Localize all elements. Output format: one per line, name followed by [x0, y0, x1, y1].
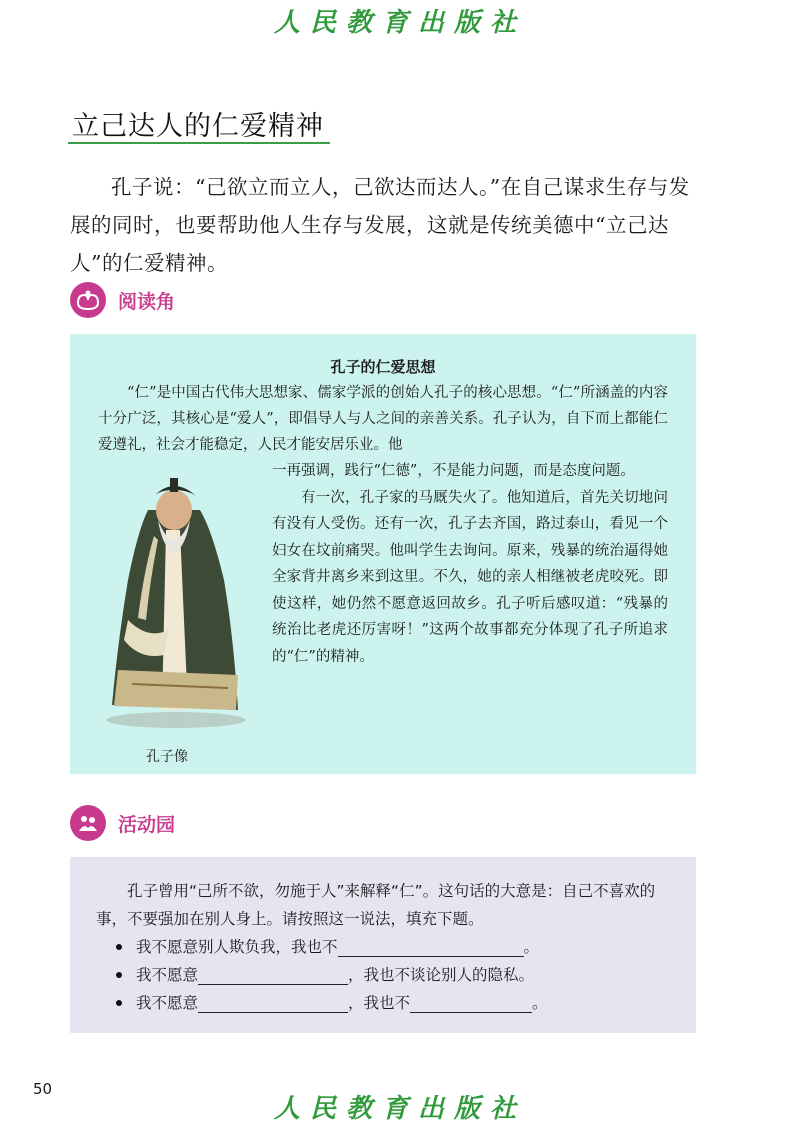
reading-corner-label: 阅读角	[118, 290, 176, 313]
section-title: 立己达人的仁爱精神	[72, 111, 324, 142]
reading-paragraph-1: “仁”是中国古代伟大思想家、儒家学派的创始人孔子的核心思想。“仁”所涵盖的内容十分广泛，其核心是“爱人”，即倡导人与人之间的亲善关系。孔子认为，自下而上都能仁爱遵礼，社会才能稳定，人民才能安居乐业。他	[98, 385, 668, 453]
fill-in-blank[interactable]	[338, 938, 524, 957]
confucius-portrait	[88, 470, 258, 732]
publisher-logo-bottom: 人民教育出版社	[273, 1094, 526, 1124]
reading-wrapped-text	[272, 458, 668, 670]
publisher-logo-top: 人民教育出版社	[273, 8, 526, 38]
reading-corner-header	[70, 282, 175, 318]
fill-in-text: ，我也不谈论别人的隐私。	[348, 966, 535, 984]
fill-in-blank[interactable]	[410, 994, 532, 1013]
portrait-caption: 孔子像	[146, 749, 188, 765]
page-number: 50	[33, 1080, 53, 1098]
intro-paragraph: 孔子说：“己欲立而立人，己欲达而达人。”在自己谋求生存与发展的同时，也要帮助他人生存与发展，这就是传统美德中“立己达人”的仁爱精神。	[70, 175, 690, 275]
activity-garden-header	[70, 805, 175, 841]
fill-in-blank[interactable]	[198, 966, 348, 985]
fill-in-text: 我不愿意	[136, 966, 199, 984]
fill-in-item	[116, 933, 548, 961]
reading-corner-icon	[70, 282, 106, 318]
bullet-icon	[116, 944, 122, 950]
activity-garden-icon	[70, 805, 106, 841]
fill-in-text: 我不愿意别人欺负我，我也不	[136, 938, 338, 956]
activity-garden-box	[70, 857, 696, 1033]
title-underline	[68, 142, 330, 144]
fill-in-text: ，我也不	[348, 994, 411, 1012]
fill-in-blank[interactable]	[198, 994, 348, 1013]
fill-in-item	[116, 961, 548, 989]
bullet-icon	[116, 1000, 122, 1006]
bullet-icon	[116, 972, 122, 978]
fill-in-text: 。	[532, 994, 548, 1012]
fill-in-text: 。	[523, 938, 540, 956]
fill-in-text: 我不愿意	[136, 994, 199, 1012]
reading-paragraph-1-continued: 一再强调，践行“仁德”，不是能力问题，而是态度问题。	[272, 463, 635, 479]
fill-in-item	[116, 989, 548, 1017]
reading-paragraph-2: 有一次，孔子家的马厩失火了。他知道后，首先关切地问有没有人受伤。还有一次，孔子去齐国，路过泰山，看见一个妇女在坟前痛哭。他叫学生去询问。原来，残暴的统治逼得她全家背井离乡来到这里。不久，她的亲人相继被老虎咬死。即使这样，她仍然不愿意返回故乡。孔子听后感叹道：“残暴的统治比老虎还厉害呀！”这两个故事都充分体现了孔子所追求的“仁”的精神。	[272, 489, 668, 665]
fill-in-list	[116, 933, 548, 1017]
reading-corner-box	[70, 334, 696, 774]
activity-instructions: 孔子曾用“己所不欲，勿施于人”来解释“仁”。这句话的大意是：自己不喜欢的事，不要强加在别人身上。请按照这一说法，填充下题。	[96, 882, 656, 928]
reading-title: 孔子的仁爱思想	[330, 358, 436, 376]
activity-garden-label: 活动园	[118, 813, 176, 836]
